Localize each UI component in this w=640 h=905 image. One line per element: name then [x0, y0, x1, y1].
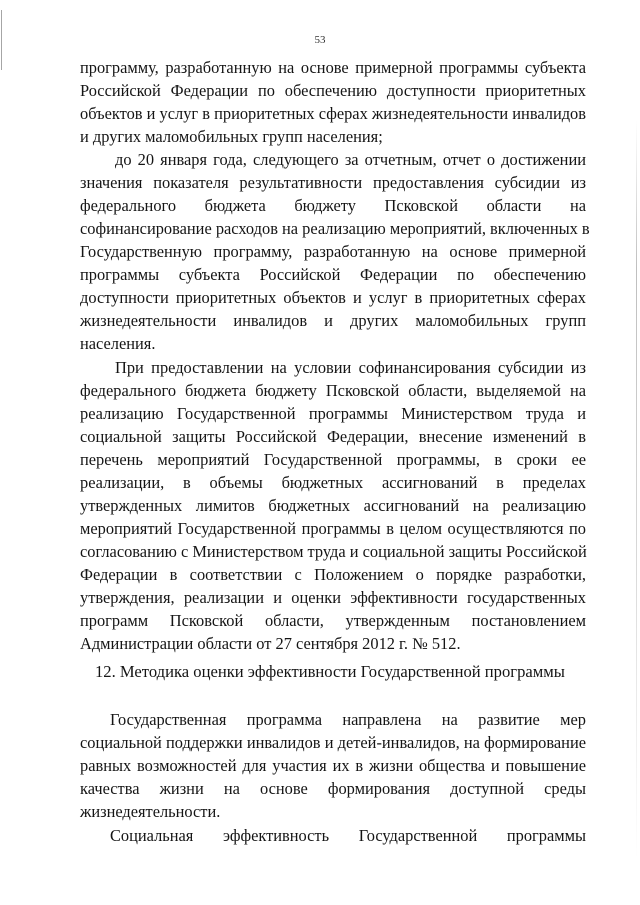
- text-line: качества жизни на основе формирования доступной среды: [80, 779, 586, 798]
- text-line: жизнедеятельности инвалидов и других маломобильных групп: [80, 311, 586, 330]
- text-line: программы субъекта Российской Федерации по обеспечению: [80, 265, 586, 284]
- text-line: Государственная программа направлена на развитие мер: [110, 710, 586, 729]
- text-line: мероприятий Государственной программы в целом осуществляются по: [80, 519, 586, 538]
- text-line: утверждения, реализации и оценки эффективности государственных: [80, 588, 586, 607]
- text-line: При предоставлении на условии софинансирования субсидии из: [115, 358, 586, 377]
- text-line: населения.: [80, 334, 156, 353]
- text-line: реализацию Государственной программы Министерством труда и: [80, 404, 586, 423]
- text-line: утвержденных лимитов бюджетных ассигнований на реализацию: [80, 496, 586, 515]
- text-line: жизнедеятельности.: [80, 802, 221, 821]
- text-line: социальной поддержки инвалидов и детей-инвалидов, на формирование: [80, 733, 586, 752]
- text-line: федерального бюджета бюджету Псковской области на: [80, 196, 586, 215]
- text-line: программу, разработанную на основе примерной программы субъекта: [80, 58, 586, 77]
- text-line: софинансирование расходов на реализацию мероприятий, включенных в: [80, 219, 590, 238]
- text-line: Российской Федерации по обеспечению доступности приоритетных: [80, 81, 586, 100]
- text-line: федерального бюджета бюджету Псковской области, выделяемой на: [80, 381, 586, 400]
- section-heading: 12. Методика оценки эффективности Государственной программы: [95, 662, 565, 681]
- text-line: и других маломобильных групп населения;: [80, 127, 383, 146]
- text-line: объектов и услуг в приоритетных сферах жизнедеятельности инвалидов: [80, 104, 586, 123]
- text-line: равных возможностей для участия их в жизни общества и повышение: [80, 756, 586, 775]
- text-line: социальной защиты Российской Федерации, внесение изменений в: [80, 427, 586, 446]
- scan-edge-mark: [636, 120, 637, 860]
- text-line: Администрации области от 27 сентября 2012 г. № 512.: [80, 634, 461, 653]
- text-line: значения показателя результативности предоставления субсидии из: [80, 173, 586, 192]
- text-line: Государственную программу, разработанную на основе примерной: [80, 242, 586, 261]
- text-line: перечень мероприятий Государственной программы, в сроки ее: [80, 450, 586, 469]
- text-line: согласованию с Министерством труда и социальной защиты Российской: [80, 542, 587, 561]
- text-line: реализации, в объемы бюджетных ассигнований в пределах: [80, 473, 586, 492]
- text-line: программ Псковской области, утвержденным постановлением: [80, 611, 586, 630]
- text-line: Социальная эффективность Государственной программы: [110, 826, 586, 845]
- text-line: Федерации в соответствии с Положением о порядке разработки,: [80, 565, 586, 584]
- text-line: доступности приоритетных объектов и услуг в приоритетных сферах: [80, 288, 586, 307]
- text-line: до 20 января года, следующего за отчетным, отчет о достижении: [115, 150, 586, 169]
- page-number: 53: [314, 34, 326, 46]
